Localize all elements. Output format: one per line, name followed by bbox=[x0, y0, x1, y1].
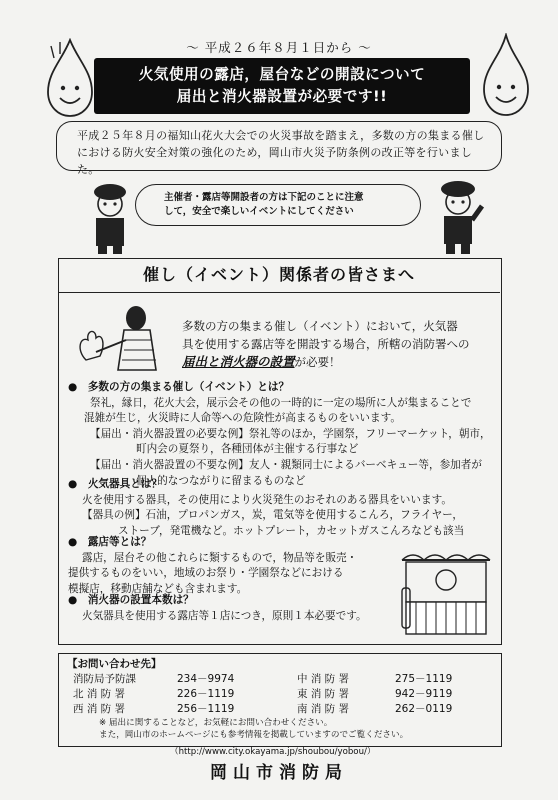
water-drop-mascot-right bbox=[478, 33, 534, 121]
contact-name-5: 東 消 防 署 bbox=[297, 688, 350, 700]
item-4-line-1: 火気器具を使用する露店等１店につき，原則１本必要です。 bbox=[82, 609, 367, 622]
item-1-line-1: 祭礼，縁日，花火大会，展示会その他の一時的に一定の場所に人が集まることで bbox=[90, 396, 472, 409]
contact-note-2: また，岡山市のホームページにも参考情報を掲載していますのでご覧ください。 bbox=[99, 730, 409, 740]
item-1-line-6: 個人的なつながりに留まるものなど bbox=[136, 474, 306, 487]
item-1-line-5: 【届出・消火器設置の不要な例】友人・親類同士によるバーベキュー等，参加者が bbox=[90, 458, 482, 471]
item-3 bbox=[68, 535, 398, 597]
effective-date: ～ 平成２６年８月１日から ～ bbox=[186, 40, 372, 55]
title-line-2: 届出と消火器設置が必要です!! bbox=[176, 88, 388, 105]
item-3-line-1: 露店，屋台その他これらに類するもので，物品等を販売・ bbox=[82, 551, 358, 564]
item-3-line-3: 模擬店，移動店舗なども含まれます。 bbox=[68, 582, 248, 595]
item-1-line-4: 町内会の夏祭り，各種団体が主催する行事など bbox=[136, 443, 359, 456]
contact-box bbox=[58, 653, 502, 747]
firefighter-right-illustration bbox=[430, 176, 486, 256]
title-banner bbox=[94, 58, 470, 114]
contact-name-2: 北 消 防 署 bbox=[73, 688, 126, 700]
lead-line-2: 具を使用する露店等を開設する場合，所轄の消防署への bbox=[182, 336, 470, 351]
item-1-line-2: 混雑が生じ，火災時に人命等への危険性が高まるものをいいます。 bbox=[84, 412, 401, 425]
item-1-question: ● 多数の方の集まる催し（イベント）とは？ bbox=[68, 381, 290, 393]
contact-name-1: 消防局予防課 bbox=[73, 673, 136, 685]
contact-tel-3: 256－1119 bbox=[177, 703, 235, 715]
contact-note-1: ※ 届出に関することなど，お気軽にお問い合わせください。 bbox=[99, 718, 333, 728]
contact-tel-2: 226－1119 bbox=[177, 688, 235, 700]
item-2-question: ● 火気器具とは？ bbox=[68, 478, 162, 490]
contact-heading: 【お問い合わせ先】 bbox=[67, 658, 162, 670]
flame-mascot-left bbox=[42, 38, 98, 120]
lead-tail: が必要！ bbox=[294, 355, 341, 369]
item-2 bbox=[68, 477, 496, 539]
contact-tel-4: 275－1119 bbox=[395, 673, 453, 685]
intro-text: 平成２５年８月の福知山花火大会での火災事故を踏まえ，多数の方の集まる催しにおける防火安全対策の強化のため，岡山市火災予防条例の改正等を行いました。 bbox=[77, 129, 485, 176]
contact-name-3: 西 消 防 署 bbox=[73, 703, 126, 715]
item-2-line-2: 【器具の例】石油，プロパンガス，炭，電気等を使用するこんろ，フライヤー， bbox=[82, 509, 463, 522]
intro-box bbox=[56, 121, 502, 176]
title-line-1: 火気使用の露店，屋台などの開設について bbox=[138, 66, 426, 83]
contact-tel-1: 234－9974 bbox=[177, 673, 235, 685]
item-1 bbox=[68, 380, 496, 489]
notice-line-2: して，安全で楽しいイベントにしてください bbox=[164, 206, 354, 217]
lead-emphasis: 届出と消火器の設置 bbox=[182, 354, 295, 369]
item-3-line-2: 提供するものをいい，地域のお祭り・学園祭などにおける bbox=[68, 567, 344, 580]
item-4-question: ● 消火器の設置本数は？ bbox=[68, 594, 194, 606]
contact-tel-6: 262－0119 bbox=[395, 703, 453, 715]
vendor-fire-illustration bbox=[66, 300, 176, 380]
contact-url[interactable]: （http://www.city.okayama.jp/shoubou/yobou/） bbox=[170, 747, 376, 757]
lead-paragraph bbox=[182, 318, 490, 372]
contact-name-4: 中 消 防 署 bbox=[297, 673, 350, 685]
stall-illustration bbox=[398, 540, 494, 638]
contact-tel-5: 942－9119 bbox=[395, 688, 453, 700]
item-3-question: ● 露店等とは？ bbox=[68, 536, 152, 548]
item-4 bbox=[68, 593, 398, 624]
notice-line-1: 主催者・露店等開設者の方は下記のことに注意 bbox=[164, 192, 364, 203]
notice-bubble bbox=[135, 184, 421, 226]
organization-name: 岡山市消防局 bbox=[210, 763, 348, 783]
section-heading: 催し（イベント）関係者の皆さまへ bbox=[58, 258, 500, 293]
item-2-line-3: ストーブ，発電機など。ホットプレート，カセットガスこんろなども該当 bbox=[118, 524, 465, 537]
item-2-line-1: 火を使用する器具，その使用により火災発生のおそれのある器具をいいます。 bbox=[82, 493, 452, 506]
item-1-line-3: 【届出・消火器設置の必要な例】祭礼等のほか，学園祭，フリーマーケット，朝市， bbox=[90, 427, 491, 440]
contact-name-6: 南 消 防 署 bbox=[297, 703, 350, 715]
lead-line-1: 多数の方の集まる催し（イベント）において，火気器 bbox=[182, 319, 458, 333]
firefighter-left-illustration bbox=[84, 178, 136, 256]
